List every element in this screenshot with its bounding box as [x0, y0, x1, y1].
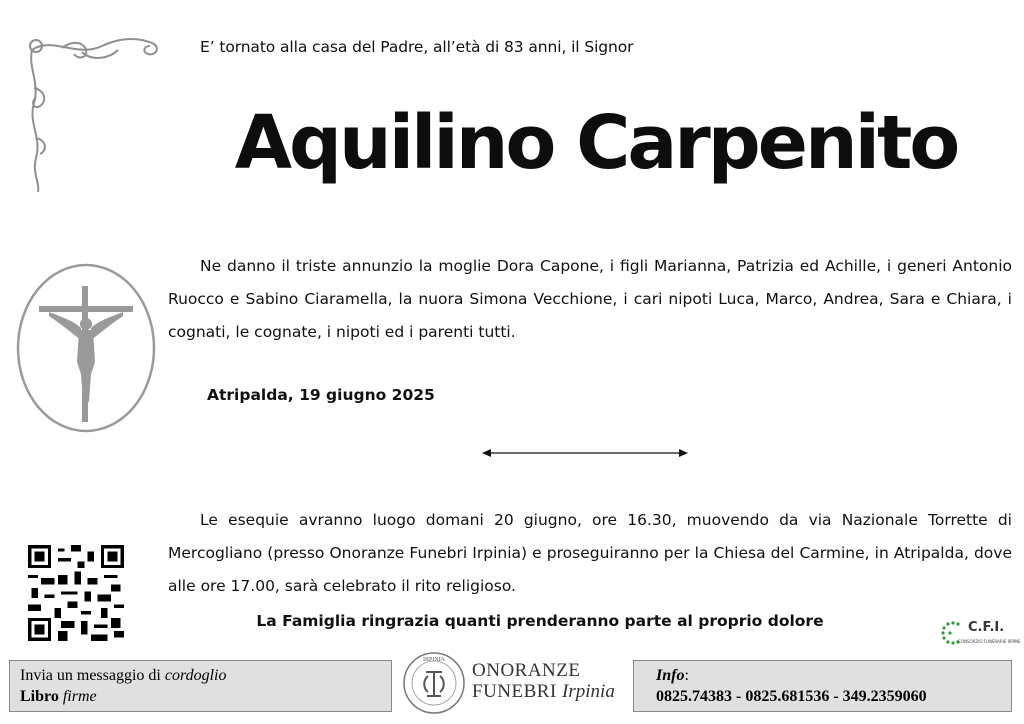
divider-arrow	[482, 446, 688, 460]
funeral-home-brand: ONORANZE FUNEBRI Irpinia	[472, 660, 615, 702]
cfi-label: C.F.I.	[968, 620, 1005, 635]
logo-text: IRPINIA	[423, 657, 445, 663]
thanks-text: La Famiglia ringrazia quanti prenderanno parte al proprio dolore	[256, 612, 824, 630]
funeral-home-logo-icon	[401, 650, 467, 716]
cfi-sublabel: CONSORZIO FUNERARIE IRPINE	[958, 639, 1021, 644]
deceased-name: Aquilino Carpenito	[234, 100, 958, 186]
place-date: Atripalda, 19 giugno 2025	[207, 386, 435, 404]
funeral-paragraph: Le esequie avranno luogo domani 20 giugno, ore 16.30, muovendo da via Nazionale Torrette di Mercogliano (presso Onoranze Funebri Irpinia) e proseguiranno per la Chiesa del Carmine, in Atripalda, dove alle ore 17.00, sarà celebrato il rito religioso.	[168, 511, 1012, 595]
info-label: Info	[656, 667, 685, 684]
guestbook-link[interactable]: Libro firme	[20, 688, 97, 705]
info-phones[interactable]: 0825.74383 - 0825.681536 - 349.2359060	[656, 688, 927, 705]
crucifix-icon	[15, 262, 157, 434]
qr-code-icon[interactable]	[28, 545, 124, 641]
condolence-box[interactable]	[9, 660, 392, 712]
condolence-italic: cordoglio	[164, 667, 227, 684]
condolence-link[interactable]: Invia un messaggio di cordoglio	[20, 667, 227, 684]
info-box: Info: 0825.74383 - 0825.681536 - 349.2359060	[633, 660, 1012, 712]
guestbook-italic: firme	[62, 688, 97, 705]
intro-text: E’ tornato alla casa del Padre, all’età di 83 anni, il Signor	[200, 38, 634, 56]
announcement-paragraph: Ne danno il triste annunzio la moglie Dora Capone, i figli Marianna, Patrizia ed Achille, i generi Antonio Ruocco e Sabino Ciaramella, la nuora Simona Vecchione, i cari nipoti Luca, Marco, Andrea, Sara e Chiara, i cognati, le cognate, i nipoti ed i parenti tutti.	[168, 257, 1012, 341]
